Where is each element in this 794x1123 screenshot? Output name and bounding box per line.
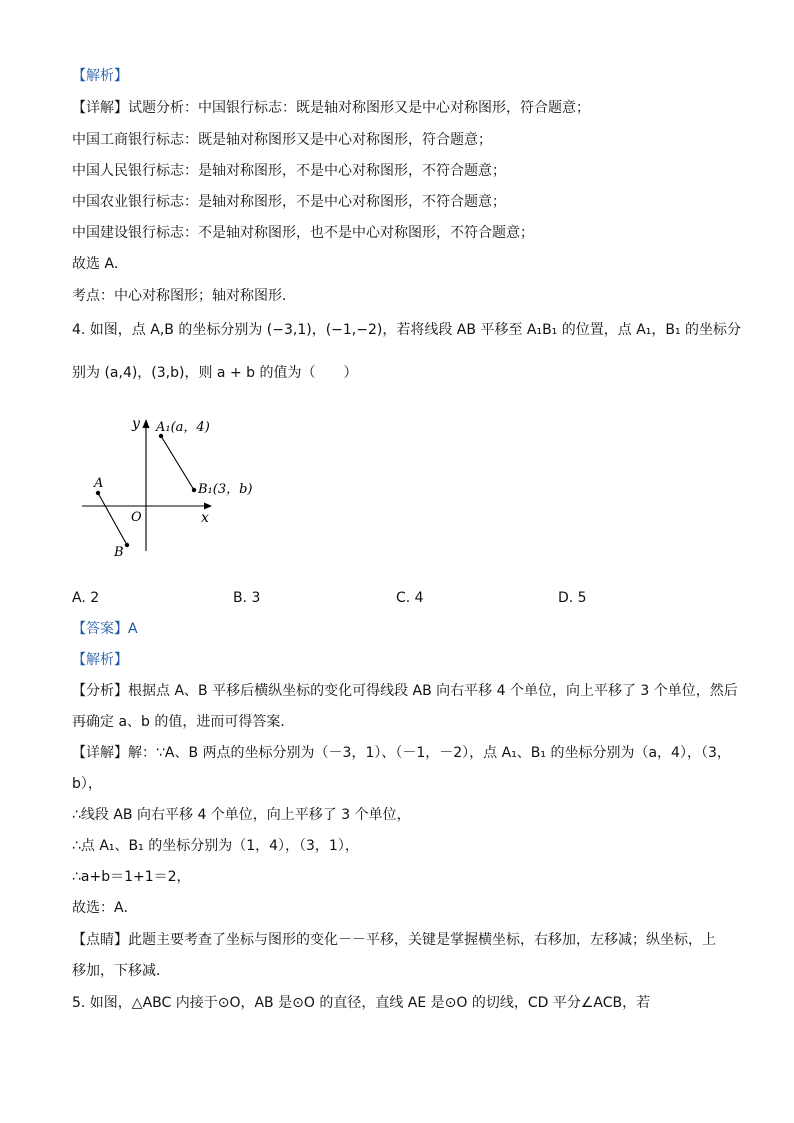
point-a1-label: A₁(a，4)	[156, 420, 210, 435]
analysis-line-2: 再确定 a、b 的值，进而可得答案．	[72, 714, 295, 730]
kaodian-line: 考点：中心对称图形；轴对称图形．	[72, 288, 296, 304]
detail-2-line-2: b），	[72, 776, 102, 792]
detail-2-line-1: 【详解】解：∵A、B 两点的坐标分别为（－3，1）、（－1，－2），点 A₁、B₁ 的坐标分别为（a，4），（3，	[72, 745, 731, 761]
detail-line-1: 【详解】试题分析：中国银行标志：既是轴对称图形又是中心对称图形，符合题意；	[72, 100, 590, 116]
choice-line-2: 故选：A．	[72, 900, 138, 916]
section-header-jiexi-2: 【解析】	[72, 652, 128, 668]
x-axis-label: x	[201, 510, 209, 526]
point-b-label: B	[114, 545, 124, 560]
point-b	[125, 543, 129, 547]
x-axis-arrow	[204, 503, 212, 510]
y-axis-arrow	[143, 419, 150, 428]
step-line-2: ∴点 A₁、B₁ 的坐标分别为（1，4），（3，1），	[72, 838, 359, 854]
segment-a1b1	[161, 436, 194, 490]
detail-line-abc: 中国农业银行标志：是轴对称图形，不是中心对称图形，不符合题意；	[72, 194, 506, 210]
dianjing-line-2: 移加，下移减．	[72, 963, 170, 979]
detail-line-ccb: 中国建设银行标志：不是轴对称图形，也不是中心对称图形，不符合题意；	[72, 225, 534, 241]
answer-line: 【答案】A	[72, 621, 138, 637]
point-a	[96, 491, 100, 495]
dianjing-line-1: 【点睛】此题主要考查了坐标与图形的变化－－平移，关键是掌握横坐标，右移加，左移减；纵坐标，上	[72, 932, 716, 948]
question-4-line-1: 4. 如图，点 A,B 的坐标分别为 (−3,1)，(−1,−2)，若将线段 AB 平移至 A₁B₁ 的位置，点 A₁，B₁ 的坐标分	[72, 322, 742, 338]
segment-ab	[98, 493, 127, 545]
origin-label: O	[131, 510, 142, 525]
detail-line-icbc: 中国工商银行标志：既是轴对称图形又是中心对称图形，符合题意；	[72, 132, 492, 148]
point-b1	[192, 488, 196, 492]
analysis-line-1: 【分析】根据点 A、B 平移后横纵坐标的变化可得线段 AB 向右平移 4 个单位，向上平移了 3 个单位，然后	[72, 683, 738, 699]
detail-line-pboc: 中国人民银行标志：是轴对称图形，不是中心对称图形，不符合题意；	[72, 163, 506, 179]
point-b1-label: B₁(3，b)	[198, 482, 253, 497]
coordinate-figure	[70, 405, 270, 570]
option-b: B. 3	[233, 590, 261, 606]
choice-line-1: 故选 A．	[72, 256, 129, 272]
option-a: A. 2	[72, 590, 100, 606]
y-axis-label: y	[132, 416, 140, 432]
step-line-1: ∴线段 AB 向右平移 4 个单位，向上平移了 3 个单位，	[72, 807, 411, 823]
question-5-line: 5. 如图，△ABC 内接于⊙O，AB 是⊙O 的直径，直线 AE 是⊙O 的切线，CD 平分∠ACB，若	[72, 995, 651, 1011]
point-a-label: A	[94, 476, 104, 491]
step-line-3: ∴a+b＝1+1＝2，	[72, 869, 191, 885]
section-header-jiexi: 【解析】	[72, 68, 128, 84]
question-4-line-2: 别为 (a,4)，(3,b)，则 a + b 的值为（ ）	[72, 365, 358, 381]
option-d: D. 5	[558, 590, 587, 606]
option-c: C. 4	[396, 590, 424, 606]
